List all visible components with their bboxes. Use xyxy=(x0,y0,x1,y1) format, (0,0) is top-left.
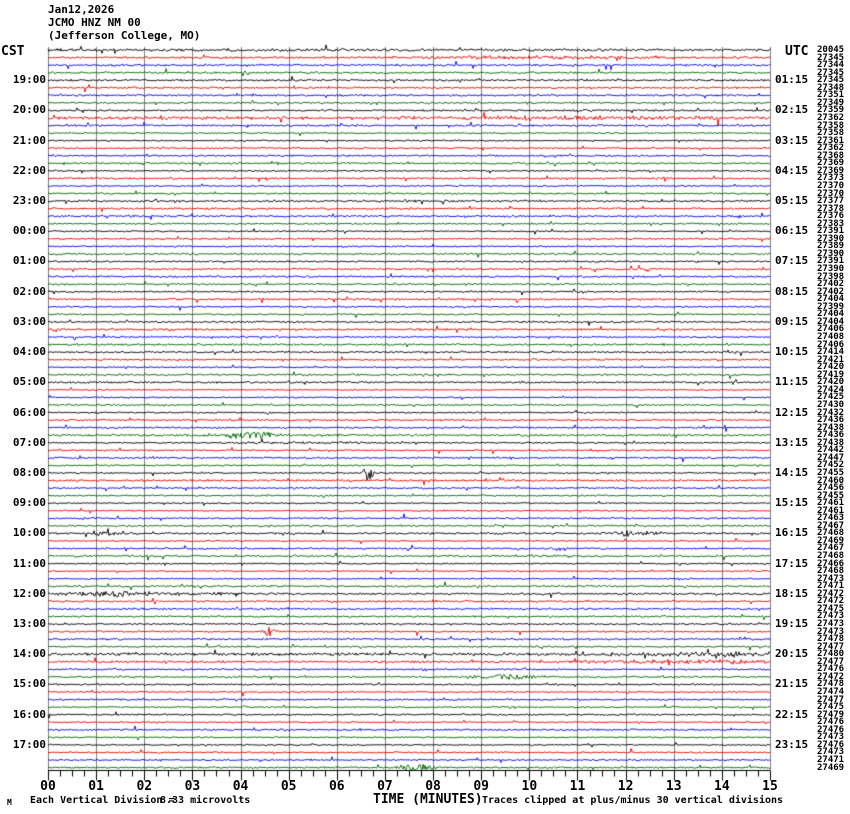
trace-value: 27404 xyxy=(817,316,845,327)
trace-value: 27452 xyxy=(817,460,845,471)
right-time-label: 14:15 xyxy=(775,465,809,479)
trace-value: 27471 xyxy=(817,754,845,765)
trace-value: 27463 xyxy=(817,513,845,524)
left-time-label: 04:00 xyxy=(12,345,46,359)
trace-value: 27348 xyxy=(817,82,845,93)
trace-value: 27478 xyxy=(817,634,845,645)
trace-value: 27390 xyxy=(817,248,845,259)
x-axis-tick-label: 12 xyxy=(617,779,634,794)
trace-value: 27430 xyxy=(817,399,845,410)
trace-value: 27349 xyxy=(817,97,845,108)
left-time-label: 10:00 xyxy=(12,526,46,540)
header-location: (Jefferson College, MO) xyxy=(48,29,201,42)
trace-value: 27473 xyxy=(817,732,845,743)
x-axis-tick-label: 05 xyxy=(280,779,297,794)
trace-value: 27370 xyxy=(817,180,845,191)
right-time-label: 15:15 xyxy=(775,496,809,510)
left-time-label: 21:00 xyxy=(12,133,46,147)
right-time-label: 21:15 xyxy=(775,677,809,691)
right-time-label: 03:15 xyxy=(775,133,809,147)
right-time-label: 23:15 xyxy=(775,737,809,751)
left-time-label: 01:00 xyxy=(12,254,46,268)
right-time-label: 01:15 xyxy=(775,73,809,87)
trace-value: 27467 xyxy=(817,543,845,554)
trace-value: 27391 xyxy=(817,256,845,267)
trace-value: 27369 xyxy=(817,158,845,169)
trace-value: 27420 xyxy=(817,377,845,388)
trace-value: 27358 xyxy=(817,120,845,131)
x-axis-tick-label: 10 xyxy=(521,779,538,794)
trace-value: 27359 xyxy=(817,105,845,116)
left-time-label: 22:00 xyxy=(12,163,46,177)
left-time-label: 12:00 xyxy=(12,586,46,600)
right-time-label: 06:15 xyxy=(775,224,809,238)
trace-value: 27419 xyxy=(817,369,845,380)
trace-value: 27468 xyxy=(817,528,845,539)
right-time-label: 07:15 xyxy=(775,254,809,268)
left-time-label: 15:00 xyxy=(12,677,46,691)
trace-value: 27469 xyxy=(817,762,845,773)
trace-value: 27432 xyxy=(817,407,845,418)
trace-value: 27442 xyxy=(817,445,845,456)
trace-value: 27370 xyxy=(817,188,845,199)
left-time-label: 06:00 xyxy=(12,405,46,419)
trace-value: 27438 xyxy=(817,437,845,448)
left-time-label: 03:00 xyxy=(12,314,46,328)
trace-value: 27404 xyxy=(817,294,845,305)
trace-value: 27475 xyxy=(817,603,845,614)
trace-value: 27402 xyxy=(817,286,845,297)
trace-value: 27402 xyxy=(817,279,845,290)
right-time-label: 19:15 xyxy=(775,617,809,631)
trace-value: 27421 xyxy=(817,354,845,365)
scale-value: 8.33 microvolts xyxy=(160,795,251,806)
trace-value: 27476 xyxy=(817,664,845,675)
right-time-label: 05:15 xyxy=(775,194,809,208)
trace-value: 27369 xyxy=(817,165,845,176)
trace-value: 27467 xyxy=(817,520,845,531)
left-time-label: 05:00 xyxy=(12,375,46,389)
left-time-label: 11:00 xyxy=(12,556,46,570)
x-axis-tick-label: 15 xyxy=(762,779,778,794)
left-time-label: 07:00 xyxy=(12,435,46,449)
right-time-label: 17:15 xyxy=(775,556,809,570)
trace-value: 27477 xyxy=(817,641,845,652)
left-time-label: 02:00 xyxy=(12,284,46,298)
trace-value: 27473 xyxy=(817,573,845,584)
x-axis-tick-label: 06 xyxy=(328,779,345,794)
trace-value: 27408 xyxy=(817,332,845,342)
left-time-label: 13:00 xyxy=(12,617,46,631)
left-time-label: 08:00 xyxy=(12,465,46,479)
right-time-label: 08:15 xyxy=(775,284,809,298)
x-axis-tick-label: 00 xyxy=(40,779,56,794)
trace-value: 27345 xyxy=(817,52,845,63)
right-time-label: 20:15 xyxy=(775,647,809,661)
left-time-label: 20:00 xyxy=(12,103,46,117)
clip-note: Traces clipped at plus/minus 30 vertical divisions xyxy=(482,795,784,806)
right-time-label: 09:15 xyxy=(775,314,809,328)
trace-value: 27399 xyxy=(817,301,845,312)
right-timezone-label: UTC xyxy=(785,44,809,59)
trace-value: 27376 xyxy=(817,211,845,222)
trace-value: 27389 xyxy=(817,241,845,252)
x-axis-tick-label: 13 xyxy=(665,779,682,794)
trace-value: 27472 xyxy=(817,671,845,682)
x-axis-title: TIME (MINUTES) xyxy=(373,792,483,807)
trace-value: 27390 xyxy=(817,233,845,244)
trace-value: 27469 xyxy=(817,535,845,546)
left-time-label: 23:00 xyxy=(12,194,46,208)
x-axis-tick-label: 14 xyxy=(714,779,730,794)
trace-value: 27461 xyxy=(817,498,845,509)
trace-value: 27406 xyxy=(817,339,845,350)
trace-value: 27472 xyxy=(817,588,845,599)
left-time-label: 00:00 xyxy=(12,224,46,238)
right-time-label: 22:15 xyxy=(775,707,809,721)
x-axis-tick-label: 08 xyxy=(425,779,441,794)
trace-value: 27361 xyxy=(817,135,845,146)
trace-value: 27476 xyxy=(817,724,845,735)
trace-value: 27468 xyxy=(817,566,845,577)
right-time-label: 11:15 xyxy=(775,375,809,389)
trace-value: 27377 xyxy=(817,196,845,207)
trace-value: 27406 xyxy=(817,324,845,335)
left-timezone-label: CST xyxy=(1,44,25,59)
trace-value: 27424 xyxy=(817,384,845,395)
left-time-label: 09:00 xyxy=(12,496,46,510)
trace-value: 27447 xyxy=(817,452,845,463)
x-axis-tick-label: 01 xyxy=(88,779,104,794)
trace-value: 27414 xyxy=(817,347,845,358)
trace-value: 27345 xyxy=(817,75,845,86)
trace-value: 27476 xyxy=(817,717,845,728)
trace-value: 27404 xyxy=(817,309,845,320)
trace-value: 27476 xyxy=(817,739,845,750)
trace-value: 27473 xyxy=(817,611,845,622)
trace-value: 27473 xyxy=(817,747,845,758)
right-time-label: 10:15 xyxy=(775,345,809,359)
trace-value: 27344 xyxy=(817,60,845,71)
x-axis-tick-label: 09 xyxy=(473,779,490,794)
trace-value: 27455 xyxy=(817,467,845,478)
trace-value: 20045 xyxy=(817,45,845,55)
right-time-label: 16:15 xyxy=(775,526,809,540)
header-date: Jan12,2026 xyxy=(48,3,115,16)
trace-value: 27472 xyxy=(817,596,845,607)
left-time-label: 17:00 xyxy=(12,737,46,751)
right-time-label: 12:15 xyxy=(775,405,809,419)
trace-value: 27368 xyxy=(817,150,845,161)
trace-value: 27383 xyxy=(817,218,845,229)
x-axis-tick-label: 07 xyxy=(377,779,393,794)
trace-value: 27390 xyxy=(817,264,845,275)
trace-value: 27474 xyxy=(817,687,845,697)
trace-value: 27471 xyxy=(817,581,845,592)
trace-value: 27345 xyxy=(817,67,845,78)
right-time-label: 04:15 xyxy=(775,163,809,177)
x-axis-tick-label: 03 xyxy=(184,779,201,794)
trace-value: 27420 xyxy=(817,362,845,373)
trace-value: 27478 xyxy=(817,679,845,690)
trace-value: 27351 xyxy=(817,90,845,101)
trace-value: 27473 xyxy=(817,619,845,630)
trace-value: 27461 xyxy=(817,505,845,516)
x-axis-tick-label: 02 xyxy=(136,779,153,794)
trace-value: 27475 xyxy=(817,702,845,713)
left-time-label: 14:00 xyxy=(12,647,46,661)
trace-value: 27373 xyxy=(817,173,845,184)
trace-value: 27398 xyxy=(817,271,845,282)
trace-value: 27362 xyxy=(817,112,845,123)
scale-note: Each Vertical Division = xyxy=(30,795,175,806)
left-time-label: 16:00 xyxy=(12,707,46,721)
trace-value: 27468 xyxy=(817,551,845,562)
trace-value: 27391 xyxy=(817,226,845,237)
trace-value: 27362 xyxy=(817,143,845,154)
trace-value: 27477 xyxy=(817,656,845,667)
right-time-label: 02:15 xyxy=(775,103,809,117)
x-axis-tick-label: 11 xyxy=(569,779,586,794)
trace-value: 27425 xyxy=(817,392,845,403)
trace-value: 27480 xyxy=(817,649,845,660)
trace-value: 27460 xyxy=(817,475,845,486)
trace-value: 27455 xyxy=(817,490,845,501)
trace-value: 27473 xyxy=(817,626,845,637)
trace-value: 27378 xyxy=(817,203,845,214)
trace-value: 27436 xyxy=(817,415,845,426)
left-time-label: 19:00 xyxy=(12,73,46,87)
trace-value: 27438 xyxy=(817,422,845,433)
trace-value: 27477 xyxy=(817,694,845,705)
trace-value: 27466 xyxy=(817,558,845,569)
trace-value: 27436 xyxy=(817,430,845,441)
header-station: JCMO HNZ NM 00 xyxy=(48,16,141,29)
trace-value: 27479 xyxy=(817,709,845,720)
trace-value: 27456 xyxy=(817,483,845,494)
right-time-label: 13:15 xyxy=(775,435,809,449)
x-axis-tick-label: 04 xyxy=(232,779,249,794)
right-time-label: 18:15 xyxy=(775,586,809,600)
trace-value: 27358 xyxy=(817,128,845,139)
watermark-mark: M xyxy=(7,798,12,807)
